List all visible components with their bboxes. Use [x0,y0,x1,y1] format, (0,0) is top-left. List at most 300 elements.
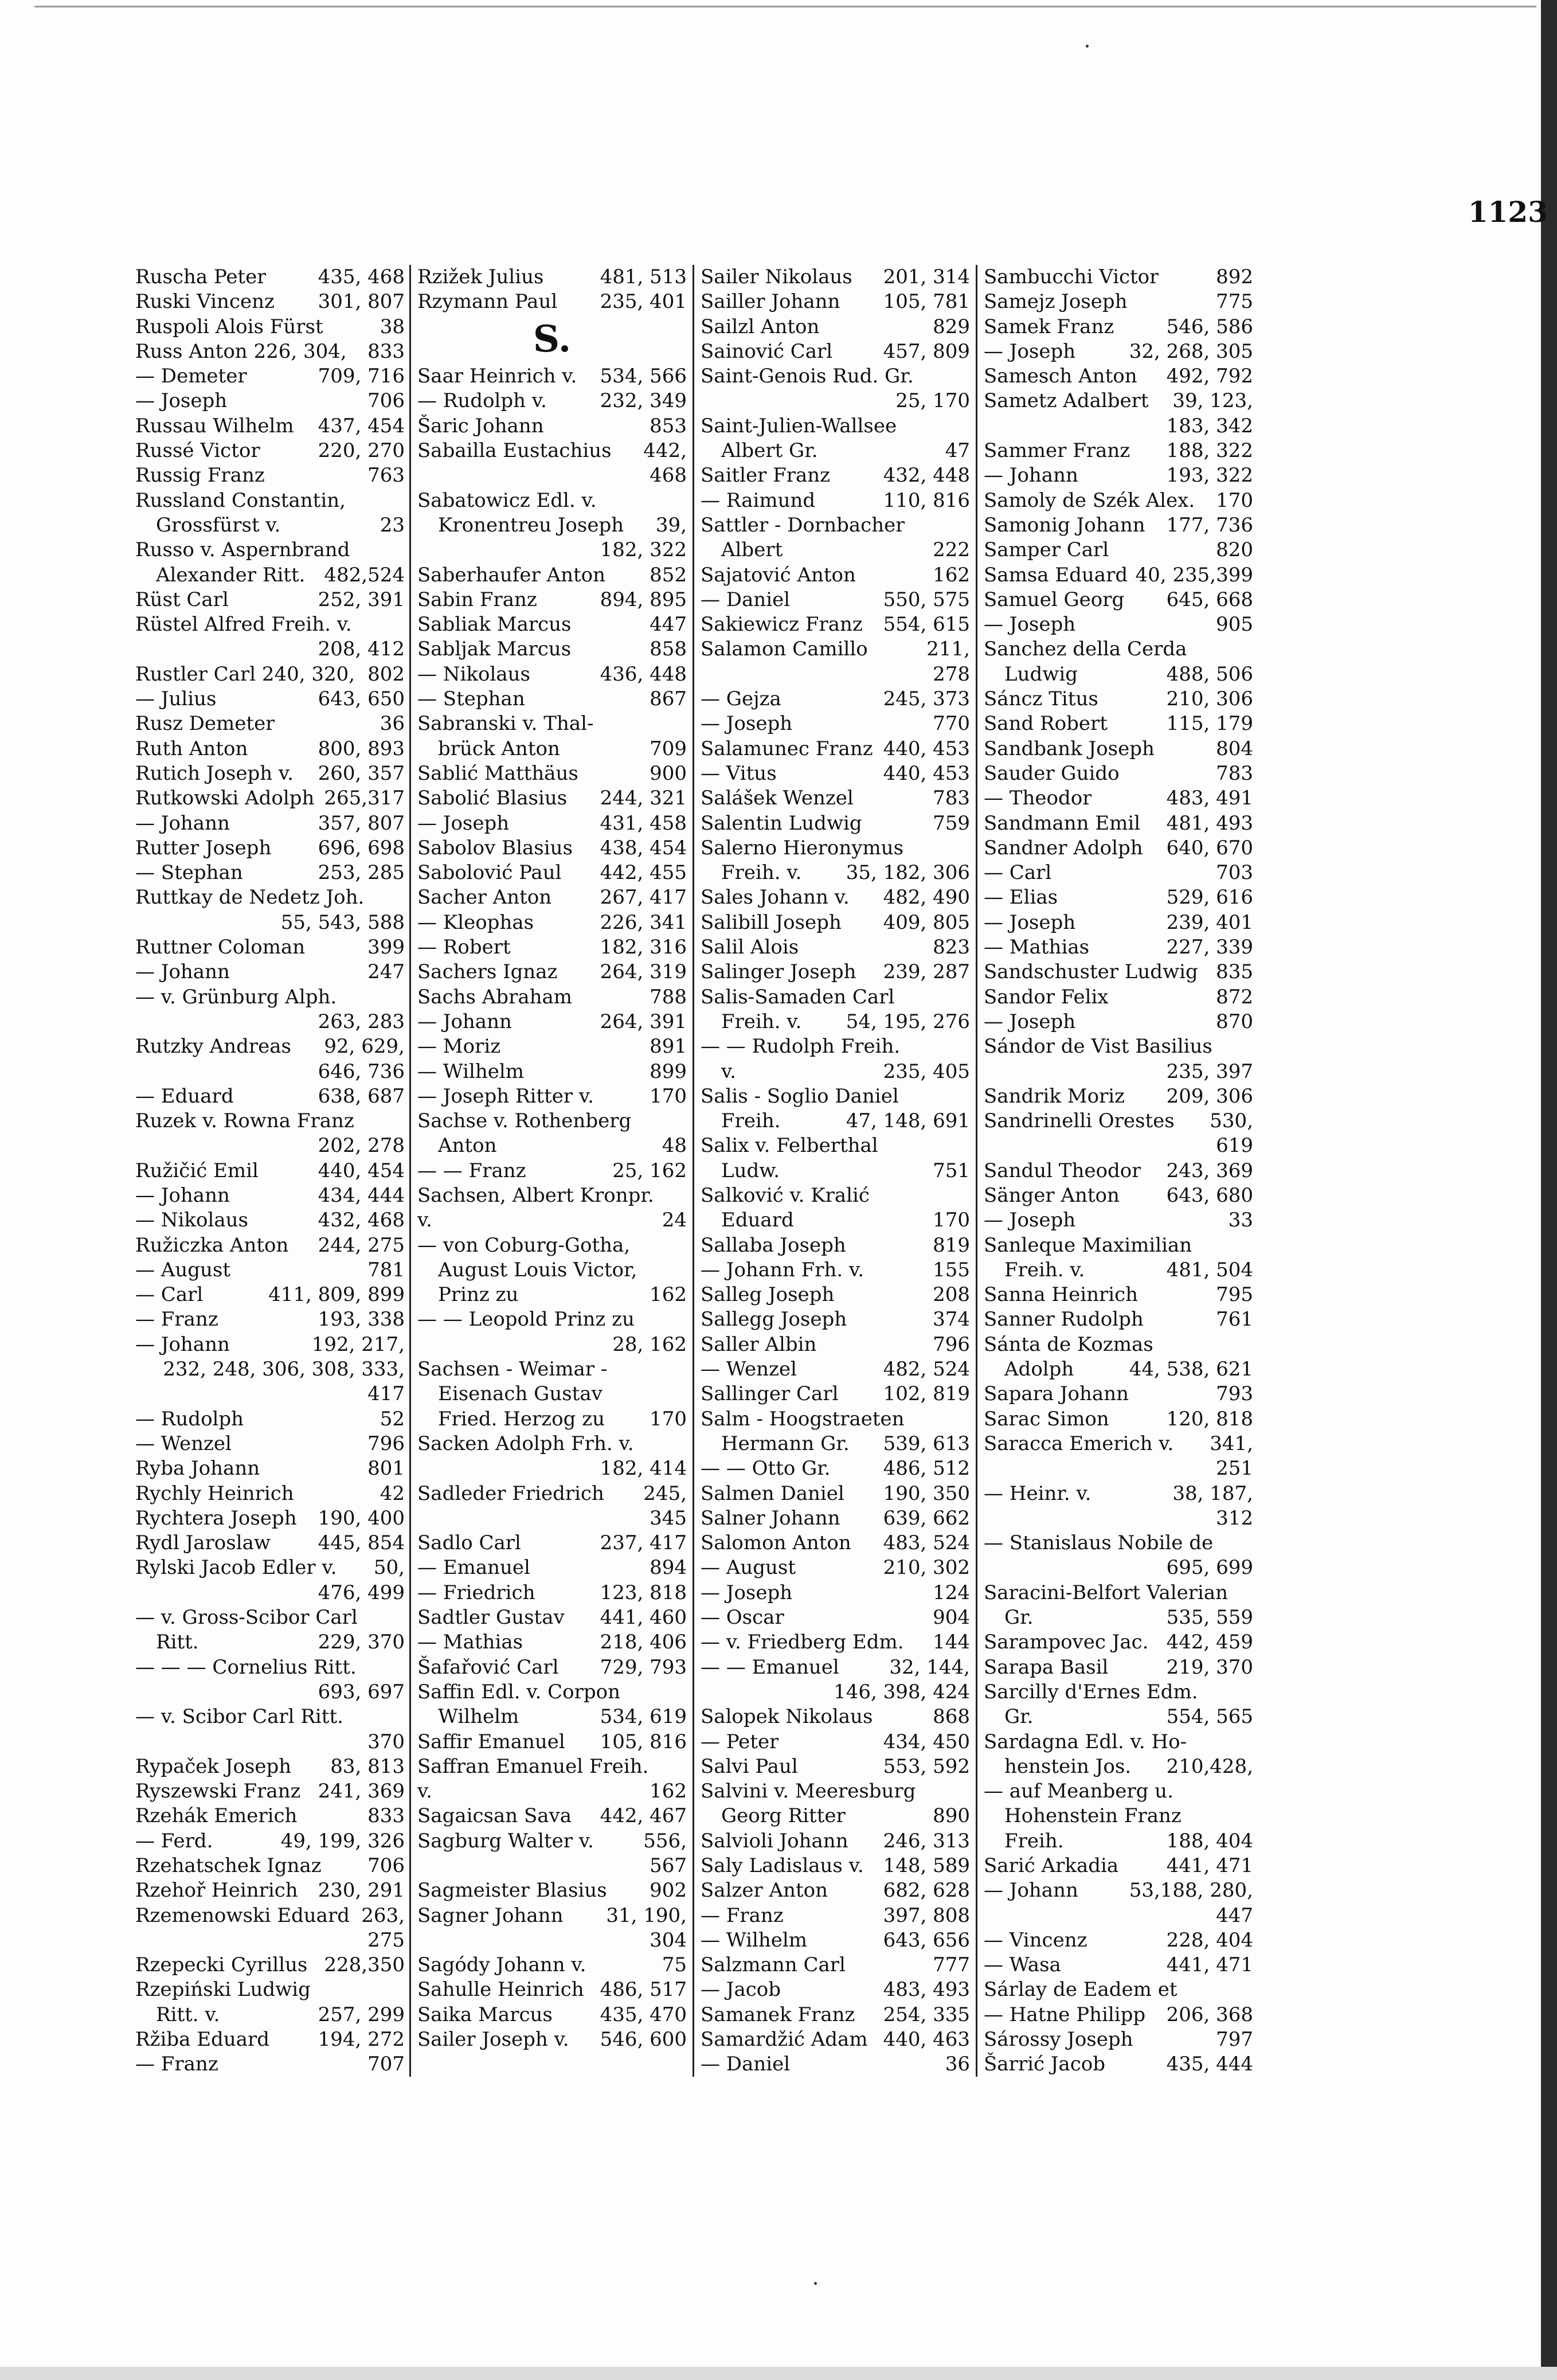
entry-page-refs: 265,317 [324,787,405,810]
entry-page-refs: 170 [650,1407,687,1431]
entry-page-refs: 823 [933,936,970,959]
entry-page-refs: 232, 248, 306, 308, 333, [163,1358,405,1381]
entry-name: Sandor Felix [984,985,1109,1009]
entry-page-refs: 706 [367,1854,405,1877]
index-entry [984,364,1253,389]
entry-page-refs [965,1407,970,1432]
entry-page-refs: 483, 491 [1166,787,1253,810]
index-entry [417,1357,687,1382]
entry-page-refs: 431, 458 [600,811,687,835]
index-entry [417,1034,687,1059]
entry-page-refs: 278 [933,662,970,686]
index-entry [417,364,687,389]
index-entry [135,910,405,935]
entry-page-refs: 793 [1216,1382,1253,1406]
index-entry [417,1382,687,1406]
index-entry [701,339,970,364]
page-edge [1541,0,1557,2380]
entry-name: Sablić Matthäus [417,761,578,785]
entry-page-refs: 693, 697 [318,1680,405,1703]
entry-page-refs: 146, 398, 424 [834,1680,970,1703]
column-rule [409,265,411,2077]
entry-page-refs: 763 [367,464,405,487]
index-entry [417,1060,687,1084]
entry-name: Sáncz Titus [984,687,1098,711]
entry-page-refs: 442, 459 [1166,1631,1253,1654]
index-entry [984,836,1253,861]
entry-name: Rzepecki Cyrillus [135,1953,308,1977]
entry-page-refs: 33 [1228,1209,1253,1232]
entry-name: — Stanislaus Nobile de [984,1531,1214,1555]
entry-page-refs: 788 [650,985,687,1009]
entry-page-refs: 301, 807 [318,290,405,314]
entry-page-refs: 440, 463 [883,2028,970,2051]
index-entry [135,1754,405,1779]
entry-page-refs: 904 [933,1606,970,1629]
index-entry [135,1904,405,1928]
index-entry [135,1482,405,1506]
index-entry [984,1307,1253,1332]
entry-page-refs: 457, 809 [883,339,970,363]
entry-name: Freih. v. [721,861,802,885]
entry-name: Russig Franz [135,464,265,487]
index-entry [135,1581,405,1605]
entry-page-refs: 228, 404 [1166,1928,1253,1952]
entry-page-refs: 902 [650,1879,687,1902]
index-entry [701,1705,970,1729]
entry-name: Salvi Paul [701,1754,798,1778]
entry-page-refs: 829 [933,315,970,338]
entry-page-refs [682,712,687,736]
entry-page-refs [682,1754,687,1779]
entry-page-refs: 190, 400 [318,1506,405,1530]
entry-page-refs: 440, 453 [883,761,970,785]
entry-page-refs: 23 [380,513,405,537]
entry-page-refs: 263, 283 [318,1010,405,1033]
entry-name: Sarapa Basil [984,1655,1109,1679]
index-entry [701,1680,970,1705]
entry-page-refs: 162 [650,1283,687,1307]
entry-name: Ryba Johann [135,1457,260,1480]
index-entry [701,488,970,513]
entry-page-refs: 867 [650,687,687,711]
entry-name: Salopek Nikolaus [701,1705,873,1729]
entry-page-refs: 110, 816 [883,488,970,512]
entry-page-refs: 783 [933,787,970,810]
entry-page-refs: 486, 517 [600,1978,687,2002]
index-entry [135,1382,405,1406]
index-entry [984,1854,1253,1878]
index-entry [135,290,405,314]
entry-name: Sakiewicz Franz [701,613,863,636]
index-entry [701,389,970,413]
entry-name: Sagódy Johann v. [417,1953,586,1977]
entry-name: August Louis Victor, [438,1258,637,1281]
index-entry [984,265,1253,290]
entry-name: Ruski Vincenz [135,290,275,314]
index-entry [417,1904,687,1928]
entry-page-refs: 115, 179 [1166,712,1253,736]
entry-page-refs: 894, 895 [600,588,687,611]
entry-name: Sandbank Joseph [984,737,1155,760]
entry-page-refs [400,1705,405,1729]
index-entry [984,960,1253,984]
index-entry [135,2052,405,2077]
entry-page-refs: 38 [380,315,405,338]
entry-page-refs: 900 [650,761,687,785]
index-entry [417,687,687,712]
entry-name: — Franz [135,2053,218,2076]
index-entry [984,1208,1253,1233]
index-entry [701,1258,970,1283]
index-entry [417,1208,687,1233]
entry-name: Šarrić Jacob [984,2053,1105,2076]
entry-page-refs [400,488,405,513]
entry-name: Sarcilly d'Ernes Edm. [984,1680,1198,1703]
entry-name: Sänger Anton [984,1183,1120,1207]
entry-page-refs: 31, 190, [606,1904,687,1927]
entry-name: Samsa Eduard [984,563,1128,587]
index-entry [984,1382,1253,1406]
entry-page-refs: 235, 405 [883,1060,970,1083]
index-entry [135,1456,405,1481]
entry-page-refs: 120, 818 [1166,1407,1253,1431]
index-entry [701,1283,970,1307]
entry-page-refs: 40, 235,399 [1135,563,1253,587]
entry-name: Ryszewski Franz [135,1780,301,1803]
index-entry [701,985,970,1010]
entry-page-refs: 759 [933,811,970,835]
entry-page-refs: 370 [367,1730,405,1753]
entry-name: Rypaček Joseph [135,1754,292,1778]
index-entry [417,985,687,1010]
entry-name: — Rudolph [135,1407,244,1431]
entry-name: Sacken Adolph Frh. v. [417,1432,634,1455]
entry-name: Salamunec Franz [701,737,873,760]
entry-page-refs: 440, 454 [318,1159,405,1182]
entry-name: — Mathias [984,936,1090,959]
section-letter-heading [417,315,687,365]
index-entry [417,1953,687,1978]
index-entry [135,960,405,984]
index-entry [417,637,687,662]
entry-page-refs [1249,1978,1253,2002]
index-entry [417,538,687,562]
entry-name: Sabolović Paul [417,861,562,885]
index-entry [417,2027,687,2052]
index-entry [701,811,970,836]
entry-name: Ruzek v. Rowna Franz [135,1109,354,1133]
entry-page-refs: 550, 575 [883,588,970,611]
index-entry [135,1183,405,1208]
entry-name: — v. Grünburg Alph. [135,985,337,1009]
entry-page-refs: 639, 662 [883,1506,970,1530]
entry-name: Sandschuster Ludwig [984,960,1198,984]
index-entry [984,2052,1253,2077]
index-entry [417,1854,687,1878]
index-entry [701,1482,970,1506]
index-entry [417,1084,687,1109]
entry-page-refs: 682, 628 [883,1879,970,1902]
index-entry [984,389,1253,413]
index-entry [417,1134,687,1158]
index-entry [417,1829,687,1854]
entry-name: — August [701,1556,796,1580]
entry-name: — Franz [135,1308,218,1331]
entry-name: Freih. v. [1004,1258,1085,1281]
index-entry [701,1432,970,1456]
entry-page-refs: 144 [933,1631,970,1654]
index-entry [135,339,405,364]
entry-page-refs: 209, 306 [1166,1084,1253,1108]
index-entry [984,1432,1253,1456]
entry-name: — Moriz [417,1035,501,1058]
entry-page-refs: 899 [650,1060,687,1083]
index-entry [984,463,1253,488]
entry-name: — — Leopold Prinz zu [417,1308,635,1331]
entry-name: Saffin Edl. v. Corpon [417,1680,621,1703]
entry-name: — Friedrich [417,1581,535,1604]
index-entry [701,1183,970,1208]
index-entry [984,538,1253,562]
entry-name: — Joseph [984,910,1076,934]
entry-page-refs: 868 [933,1705,970,1729]
entry-page-refs: 853 [650,414,687,437]
index-entry [984,1134,1253,1158]
index-entry [135,1680,405,1705]
entry-page-refs: 483, 524 [883,1531,970,1555]
entry-page-refs [1249,1680,1253,1705]
entry-name: Sagburg Walter v. [417,1829,594,1853]
entry-page-refs: 304 [650,1928,687,1952]
entry-name: Sachse v. Rothenberg [417,1109,632,1133]
entry-page-refs [400,612,405,637]
entry-name: Salentin Ludwig [701,811,862,835]
entry-name: — Wenzel [135,1432,232,1455]
entry-page-refs: 800, 893 [318,737,405,760]
entry-page-refs: 32, 144, [889,1655,970,1679]
entry-page-refs: 417 [367,1382,405,1406]
entry-name: — Franz [701,1904,784,1927]
entry-name: Ruttkay de Nedetz Joh. [135,886,365,909]
index-entry [135,1730,405,1754]
entry-name: Salibill Joseph [701,910,842,934]
entry-name: Rzehatschek Ignaz [135,1854,322,1877]
entry-name: Saar Heinrich v. [417,365,577,388]
entry-name: Rzymann Paul [417,290,558,314]
entry-page-refs: 105, 816 [600,1730,687,1753]
entry-name: Albert [721,538,783,562]
entry-page-refs: 244, 275 [318,1233,405,1257]
index-entry [701,1407,970,1432]
index-entry [417,1283,687,1307]
entry-page-refs: 638, 687 [318,1084,405,1108]
entry-name: Sailer Nikolaus [701,265,852,288]
entry-name: Russau Wilhelm [135,414,294,437]
entry-name: Sahulle Heinrich [417,1978,584,2002]
index-entry [417,761,687,786]
index-entry [984,861,1253,885]
index-entry [701,1730,970,1754]
index-entry [135,737,405,761]
entry-name: — Joseph [984,1010,1076,1033]
entry-name: Saint-Genois Rud. Gr. [701,365,914,388]
index-column-2 [417,265,687,2088]
index-entry [984,1332,1253,1357]
entry-name: Sagner Johann [417,1904,564,1927]
entry-name: — Johann [984,464,1078,487]
index-entry [984,1779,1253,1804]
index-entry [135,1605,405,1630]
entry-name: Hohenstein Franz [1004,1804,1182,1828]
index-entry [135,1233,405,1258]
entry-page-refs: 729, 793 [600,1655,687,1679]
index-entry [701,265,970,290]
entry-name: — v. Scibor Carl Ritt. [135,1705,343,1729]
entry-page-refs: 643, 680 [1166,1183,1253,1207]
index-entry [135,861,405,885]
entry-name: — Joseph [984,1209,1076,1232]
entry-page-refs: 481, 493 [1166,811,1253,835]
entry-page-refs: 25, 170 [895,389,970,413]
index-entry [701,786,970,811]
entry-page-refs [1249,1034,1253,1059]
entry-page-refs: 83, 813 [330,1754,405,1778]
index-entry [135,538,405,562]
entry-name: Sarampovec Jac. [984,1631,1149,1654]
entry-name: Sabranski v. Thal- [417,712,594,736]
entry-name: Adolph [1004,1358,1074,1381]
entry-page-refs: 232, 349 [600,389,687,413]
index-entry [701,1382,970,1406]
entry-page-refs [682,1432,687,1456]
entry-name: Salinger Joseph [701,960,856,984]
entry-page-refs: 257, 299 [318,2003,405,2026]
entry-name: Sachs Abraham [417,985,573,1009]
entry-page-refs: 92, 629, [324,1035,405,1058]
entry-page-refs: 619 [1216,1134,1253,1158]
index-entry [984,1804,1253,1828]
index-entry [417,1754,687,1779]
index-entry [701,836,970,861]
index-entry [135,1978,405,2002]
entry-name: Rutich Joseph v. [135,761,294,785]
index-entry [984,1754,1253,1779]
index-entry [984,1581,1253,1605]
entry-name: Sándor de Vist Basilius [984,1035,1212,1058]
index-entry [417,290,687,314]
entry-page-refs [1249,1779,1253,1804]
index-entry [984,513,1253,538]
index-entry [984,1655,1253,1680]
entry-name: Sárossy Joseph [984,2028,1133,2051]
index-entry [135,662,405,687]
entry-name: Hermann Gr. [721,1432,850,1455]
entry-name: — Johann [135,1183,230,1207]
entry-name: Saller Albin [701,1332,817,1356]
index-entry [984,563,1253,588]
entry-page-refs: 546, 586 [1166,315,1253,338]
index-entry [984,1556,1253,1580]
entry-page-refs: 183, 342 [1166,414,1253,437]
entry-name: Sagmeister Blasius [417,1879,607,1902]
entry-page-refs: 263, [361,1904,405,1927]
entry-page-refs: 447 [650,613,687,636]
index-entry [135,1134,405,1158]
entry-page-refs: 252, 391 [318,588,405,611]
entry-page-refs: 182, 414 [600,1457,687,1480]
entry-name: Russ Anton 226, 304, [135,339,347,363]
entry-name: Russland Constantin, [135,488,346,512]
entry-page-refs [965,1084,970,1109]
entry-name: Saberhaufer Anton [417,563,606,587]
index-entry [701,1854,970,1878]
entry-name: — v. Friedberg Edm. [701,1631,904,1654]
entry-name: Wilhelm [438,1705,519,1729]
index-entry [135,1060,405,1084]
index-entry [135,687,405,712]
entry-page-refs [1249,1581,1253,1605]
index-entry [701,439,970,463]
entry-page-refs: 193, 322 [1166,464,1253,487]
entry-name: — Mathias [417,1631,523,1654]
index-entry [984,315,1253,339]
entry-page-refs [1249,637,1253,662]
index-entry [417,1730,687,1754]
entry-page-refs: 432, 468 [318,1209,405,1232]
index-entry [417,612,687,637]
entry-page-refs: 357, 807 [318,811,405,835]
entry-page-refs: 770 [933,712,970,736]
entry-page-refs: 241, 369 [318,1780,405,1803]
entry-page-refs: 483, 493 [883,1978,970,2002]
entry-name: — Joseph [701,712,793,736]
index-entry [417,1233,687,1258]
entry-page-refs: 890 [933,1804,970,1828]
entry-page-refs: 535, 559 [1166,1606,1253,1629]
entry-page-refs: 645, 668 [1166,588,1253,611]
index-entry [984,1060,1253,1084]
entry-name: Salis - Soglio Daniel [701,1084,899,1108]
index-entry [417,1630,687,1655]
entry-name: — Wilhelm [701,1928,808,1952]
entry-page-refs [965,985,970,1010]
index-entry [984,2027,1253,2052]
entry-page-refs: 703 [1216,861,1253,885]
entry-name: Sametz Adalbert [984,389,1149,413]
entry-name: — Raimund [701,488,816,512]
index-entry [701,1754,970,1779]
index-entry [701,687,970,712]
index-entry [417,836,687,861]
entry-page-refs: 761 [1216,1308,1253,1331]
index-entry [417,463,687,488]
entry-name: — Peter [701,1730,779,1753]
entry-page-refs: 482, 490 [883,886,970,909]
index-entry [701,1010,970,1034]
entry-page-refs: 162 [933,563,970,587]
entry-page-refs: 341, [1210,1432,1253,1455]
entry-page-refs: 646, 736 [318,1060,405,1083]
entry-page-refs: 44, 538, 621 [1129,1358,1253,1381]
index-entry [135,1109,405,1134]
entry-page-refs: 437, 454 [318,414,405,437]
entry-page-refs: 194, 272 [318,2028,405,2051]
entry-name: Sammer Franz [984,439,1130,463]
index-entry [984,1084,1253,1109]
index-entry [984,1531,1253,1556]
entry-name: Sachsen - Weimar - [417,1358,608,1381]
